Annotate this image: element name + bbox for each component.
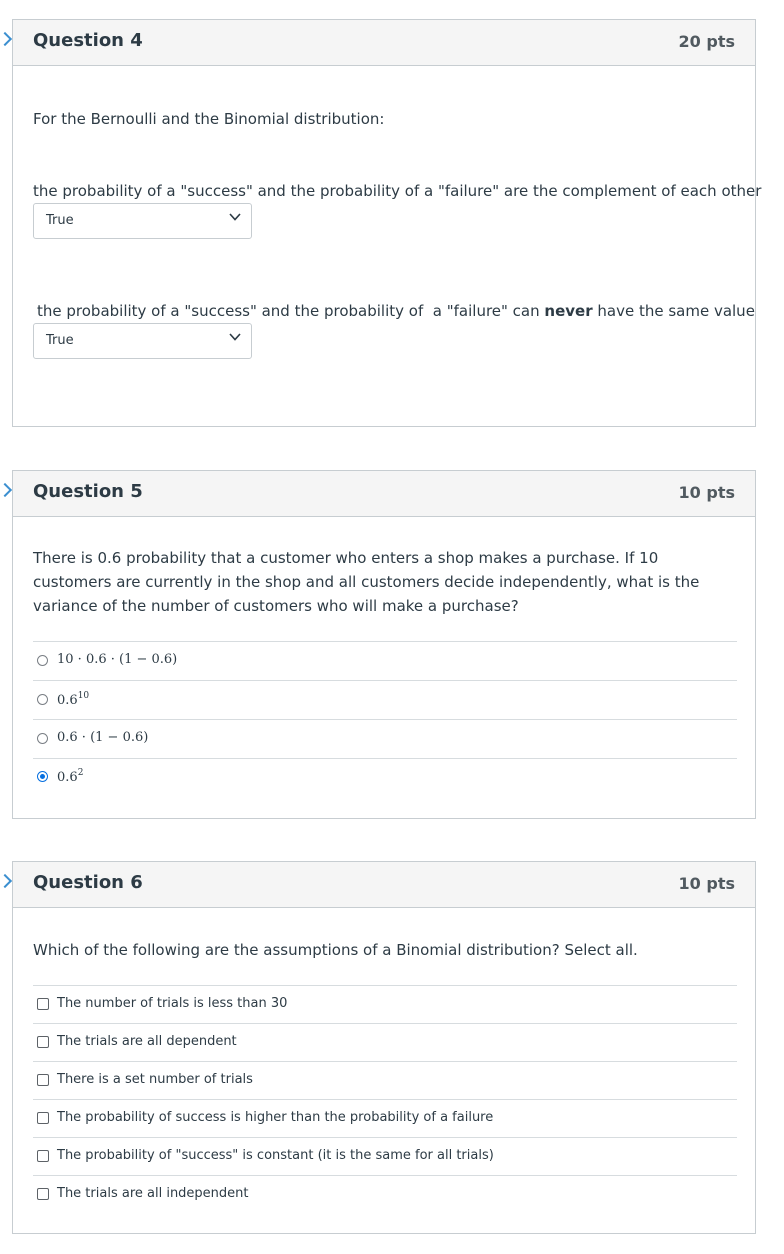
answer-option[interactable]: [33, 1023, 737, 1061]
answer-option[interactable]: [33, 719, 737, 758]
answer-option[interactable]: [33, 985, 737, 1023]
question-points: 20 pts: [678, 32, 735, 51]
question-5-header: [13, 471, 755, 517]
answer-option[interactable]: [33, 1175, 737, 1213]
question-4: [12, 19, 762, 427]
radio-button[interactable]: [37, 655, 48, 666]
answer-label: $0.6^{10}$: [57, 691, 90, 708]
answer-options: [33, 985, 737, 1213]
question-6: [12, 861, 756, 1234]
checkbox[interactable]: [37, 998, 49, 1010]
answer-option[interactable]: [33, 1099, 737, 1137]
answer-label: 0.6 · (1 − 0.6): [57, 730, 149, 745]
answer-option[interactable]: [33, 1137, 737, 1175]
dropdown-value: True: [46, 333, 74, 348]
answer-label: 10 · 0.6 · (1 − 0.6): [57, 652, 178, 667]
chevron-down-icon: [229, 333, 241, 341]
answer-option[interactable]: [33, 758, 737, 797]
checkbox[interactable]: [37, 1074, 49, 1086]
question-5: [12, 470, 756, 819]
checkbox[interactable]: [37, 1188, 49, 1200]
dropdown-value: True: [46, 213, 74, 228]
question-title: Question 5: [33, 481, 143, 502]
radio-button-selected[interactable]: [37, 771, 48, 782]
question-title: Question 4: [33, 30, 143, 51]
answer-label: The trials are all dependent: [57, 1034, 237, 1049]
answer-label: There is a set number of trials: [57, 1072, 253, 1087]
statement-2: [37, 299, 755, 323]
question-points: 10 pts: [678, 483, 735, 502]
checkbox[interactable]: [37, 1036, 49, 1048]
answer-label: The probability of success is higher than the probability of a failure: [57, 1110, 494, 1125]
question-text: There is 0.6 probability that a customer who enters a shop makes a purchase. If 10 customers are currently in the shop and all customers decide independently, what is the variance of the number of customers who will make a purchase?: [33, 549, 700, 615]
chevron-down-icon: [229, 213, 241, 221]
statement-2-dropdown[interactable]: [33, 323, 252, 359]
statement-1-dropdown[interactable]: [33, 203, 252, 239]
radio-button[interactable]: [37, 694, 48, 705]
answer-label: The number of trials is less than 30: [57, 996, 288, 1011]
statement-2-text-end: have the same value: [592, 302, 755, 320]
checkbox[interactable]: [37, 1112, 49, 1124]
question-marker-icon: [0, 483, 12, 497]
question-text: Which of the following are the assumptions of a Binomial distribution? Select all.: [33, 941, 638, 959]
question-intro: For the Bernoulli and the Binomial distribution:: [33, 110, 385, 128]
question-marker-icon: [0, 874, 12, 888]
question-points: 10 pts: [678, 874, 735, 893]
radio-button[interactable]: [37, 733, 48, 744]
checkbox[interactable]: [37, 1150, 49, 1162]
answer-option[interactable]: [33, 1061, 737, 1099]
statement-2-text: the probability of a "success" and the probability of a "failure" can: [37, 302, 545, 320]
answer-options: [33, 641, 737, 797]
question-marker-icon: [0, 32, 12, 46]
question-4-header: [13, 20, 755, 66]
answer-label: $0.6^2$: [57, 768, 84, 785]
question-title: Question 6: [33, 872, 143, 893]
answer-label: The probability of "success" is constant (it is the same for all trials): [57, 1148, 494, 1163]
answer-option[interactable]: [33, 641, 737, 680]
answer-label: The trials are all independent: [57, 1186, 249, 1201]
statement-1: the probability of a "success" and the probability of a "failure" are the complement of each other: [33, 182, 762, 200]
question-6-header: [13, 862, 755, 908]
statement-2-emphasis: never: [544, 302, 593, 320]
answer-option[interactable]: [33, 680, 737, 719]
